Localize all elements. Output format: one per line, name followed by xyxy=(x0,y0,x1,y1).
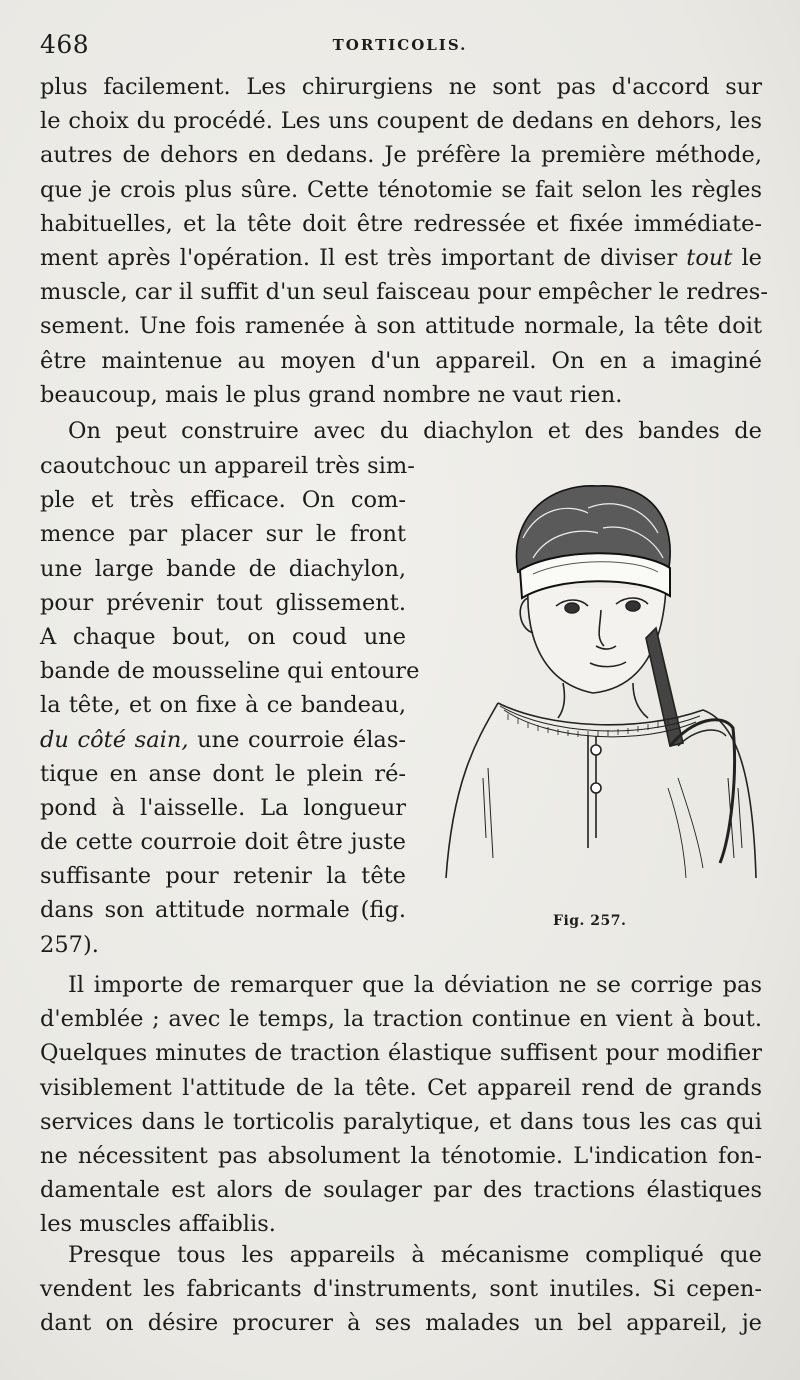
text-line xyxy=(40,723,406,757)
text-span: le xyxy=(732,244,762,271)
paragraph-4 xyxy=(40,1238,762,1341)
text-line: une large bande de diachylon, xyxy=(40,555,406,582)
text-line: Il importe de remarquer que la déviation ne se corrige pas xyxy=(68,972,762,998)
paragraph-1 xyxy=(40,70,768,448)
text-line: le choix du procédé. Les uns coupent de dedans en dehors, les xyxy=(40,108,762,135)
text-line: pond à l'aisselle. La longueur xyxy=(40,794,406,821)
text-line: autres de dehors en dedans. Je préfère la première méthode, xyxy=(40,142,762,169)
text-line xyxy=(40,241,762,275)
text-line: beaucoup, mais le plus grand nombre ne vaut rien. xyxy=(40,381,623,408)
text-line: services dans le torticolis paralytique, et dans tous les cas qui xyxy=(40,1108,762,1135)
text-line: A chaque bout, on coud une xyxy=(40,623,406,650)
text-line: suffisante pour retenir la tête xyxy=(40,863,406,890)
running-title: TORTICOLIS. xyxy=(332,36,468,54)
text-line: bande de mousseline qui entoure xyxy=(40,658,420,685)
text-line: habituelles, et la tête doit être redressée et fixée immédiate- xyxy=(40,210,762,237)
text-line: vendent les fabricants d'instruments, sont inutiles. Si cepen- xyxy=(40,1276,762,1303)
italic-phrase: du côté sain, xyxy=(40,726,189,753)
text-line: muscle, car il suffit d'un seul faisceau pour empêcher le redres- xyxy=(40,279,768,306)
text-line: caoutchouc un appareil très sim- xyxy=(40,453,415,479)
text-line: dans son attitude normale (fig. xyxy=(40,897,406,924)
text-line: On peut construire avec du diachylon et des bandes de xyxy=(68,417,762,444)
text-line: Quelques minutes de traction élastique suffisent pour modifier xyxy=(40,1040,762,1067)
text-line: ne nécessitent pas absolument la ténotomie. L'indication fon- xyxy=(40,1142,762,1169)
text-line: la tête, et on fixe à ce bandeau, xyxy=(40,692,406,719)
text-line: visiblement l'attitude de la tête. Cet appareil rend de grands xyxy=(40,1074,762,1101)
text-line: être maintenue au moyen d'un appareil. On en a imaginé xyxy=(40,347,762,374)
text-line: mence par placer sur le front xyxy=(40,521,406,548)
text-line: ple et très efficace. On com- xyxy=(40,487,406,514)
text-line: 257). xyxy=(40,931,99,958)
text-line: Presque tous les appareils à mécanisme compliqué que xyxy=(68,1242,762,1268)
paragraph-2 xyxy=(40,449,420,962)
text-line: dant on désire procurer à ses malades un bel appareil, je xyxy=(40,1310,762,1337)
text-line: d'emblée ; avec le temps, la traction continue en vient à bout. xyxy=(40,1006,762,1033)
page-number: 468 xyxy=(40,30,90,59)
text-span: une courroie élas- xyxy=(188,726,406,753)
text-line: que je crois plus sûre. Cette ténotomie se fait selon les règles xyxy=(40,176,762,203)
text-line: les muscles affaiblis. xyxy=(40,1211,276,1238)
text-line: damentale est alors de soulager par des tractions élastiques xyxy=(40,1177,762,1204)
paragraph-3 xyxy=(40,968,762,1242)
italic-word: tout xyxy=(686,244,733,271)
text-line: pour prévenir tout glissement. xyxy=(40,589,406,616)
figure-caption: Fig. 257. xyxy=(553,913,627,929)
text-line: tique en anse dont le plein ré- xyxy=(40,760,406,787)
text-span: ment après l'opération. Il est très important de diviser xyxy=(40,244,687,271)
running-head xyxy=(40,30,760,64)
text-line: plus facilement. Les chirurgiens ne sont pas d'accord sur xyxy=(40,74,762,100)
text-line: de cette courroie doit être juste xyxy=(40,829,406,856)
text-line: sement. Une fois ramenée à son attitude normale, la tête doit xyxy=(40,313,762,340)
figure-257-illustration xyxy=(438,478,768,910)
